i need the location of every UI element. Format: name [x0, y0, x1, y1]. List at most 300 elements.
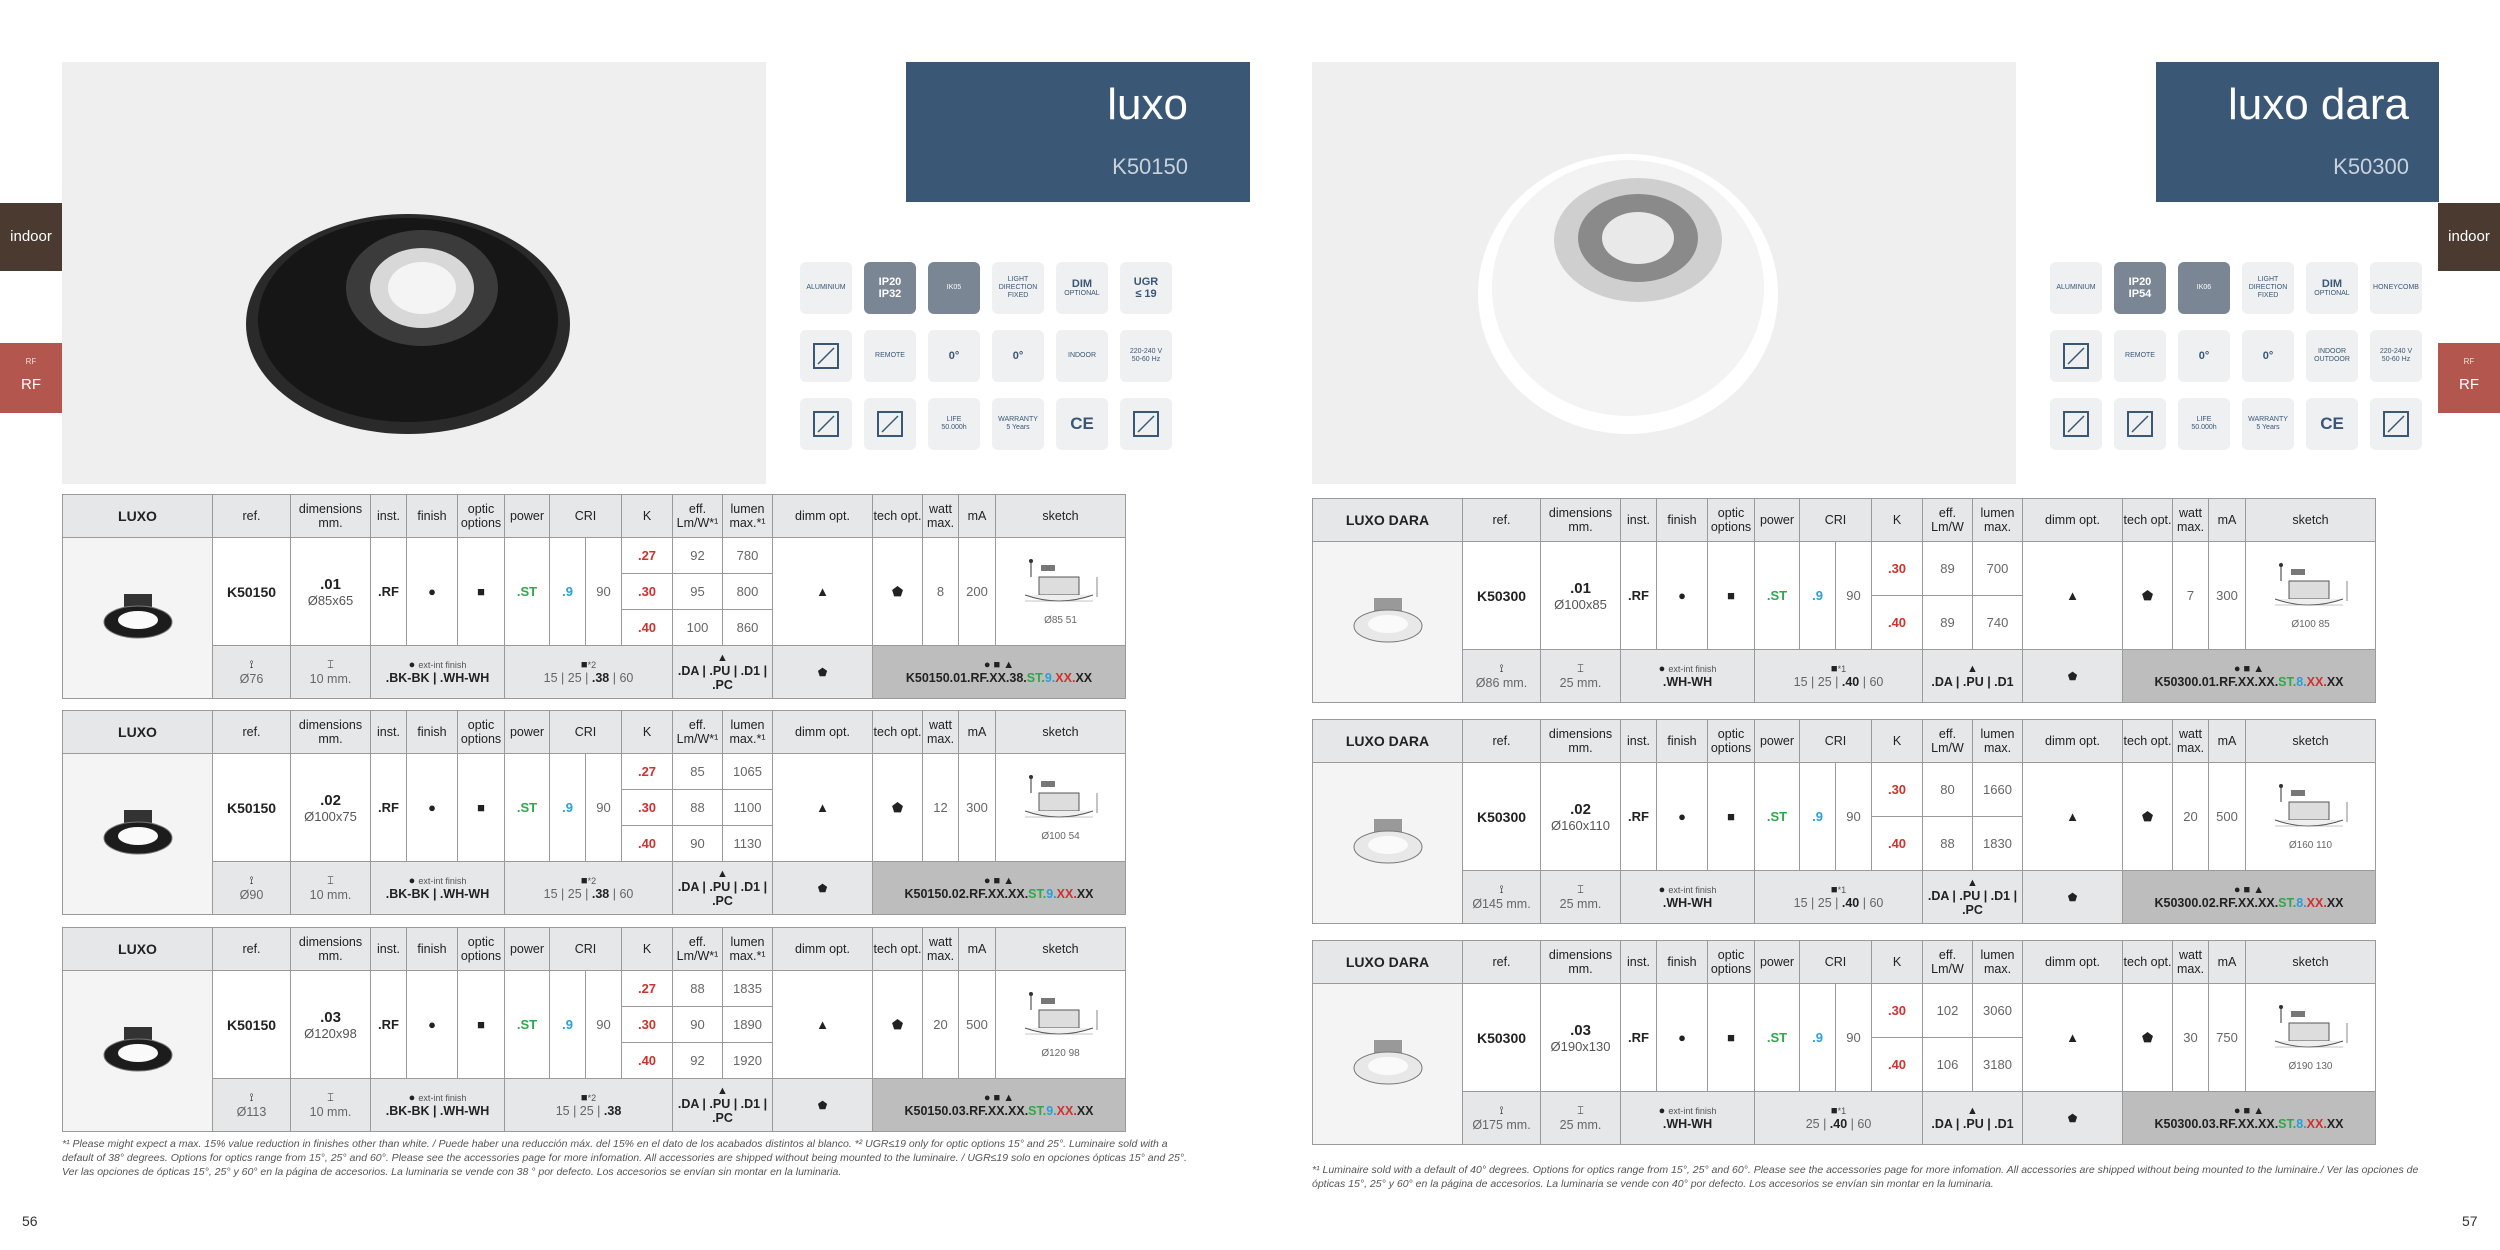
ref-code: K50300	[1463, 763, 1541, 871]
header-power: power	[1755, 941, 1800, 984]
lumen: 700	[1973, 542, 2023, 596]
dimension-value: Ø190x130	[1550, 1038, 1611, 1054]
cut-out-value: Ø145 mm.	[1472, 896, 1531, 911]
finish-options	[1621, 1092, 1755, 1145]
icon-label: WARRANTY	[2248, 416, 2288, 424]
cut-out-value: Ø86 mm.	[1475, 675, 1528, 690]
dimm-triangle-icon: ▲	[1967, 663, 1978, 675]
icon-label: 0°	[948, 349, 960, 362]
product-table	[62, 494, 1126, 699]
optic-square-icon: ■	[580, 659, 588, 671]
kelvin-code: .40	[1872, 596, 1923, 650]
weee-icon	[1120, 398, 1172, 450]
indoor-tab-left[interactable]	[0, 203, 62, 271]
header-watt: watt max.	[2173, 941, 2209, 984]
sketch-height: 54	[1068, 831, 1080, 842]
milliamp: 750	[2209, 984, 2246, 1092]
rf-tab-label: RF	[2459, 376, 2479, 393]
cri-code: .9	[1800, 542, 1836, 650]
kelvin-code: .30	[622, 790, 673, 826]
rotation-icon	[2242, 330, 2294, 382]
header-dimm: dimm opt.	[773, 495, 873, 538]
ce-icon	[2306, 398, 2358, 450]
efficiency: 85	[673, 754, 723, 790]
order-code-cri: 9.	[1044, 671, 1056, 685]
header-cri: CRI	[1800, 499, 1872, 542]
optic-values: 15 | 25 |	[1793, 896, 1839, 910]
optic-options	[505, 862, 673, 915]
left-product-photo	[62, 62, 766, 484]
kelvin-code: .40	[1872, 1038, 1923, 1092]
lumen: 1130	[723, 826, 773, 862]
rf-tab-right[interactable]	[2438, 343, 2500, 413]
order-code-dimm: XX.	[2306, 1117, 2327, 1131]
kelvin-code: .30	[622, 1007, 673, 1043]
header-optic: optic options	[1708, 499, 1755, 542]
header-eff: eff. Lm/W*¹	[673, 495, 723, 538]
optic-end: | 60	[612, 671, 634, 685]
sketch-diameter: Ø190	[2288, 1061, 2313, 1072]
finish-note: ext-int finish	[1668, 885, 1717, 895]
optic-symbol: ■	[458, 754, 505, 862]
header-finish: finish	[407, 928, 458, 971]
tech-pentagon-icon: ⬟	[817, 666, 828, 679]
cri-code: .9	[550, 754, 586, 862]
order-code-base: K50300.02.RF.XX.XX.	[2154, 896, 2279, 910]
header-finish: finish	[1657, 941, 1708, 984]
kelvin-code: .27	[622, 971, 673, 1007]
dimension-code: .03	[1570, 1021, 1591, 1039]
voltage-icon	[1120, 330, 1172, 382]
sketch-drawing	[2246, 542, 2376, 650]
kelvin-code: .40	[622, 610, 673, 646]
kelvin-code: .40	[622, 826, 673, 862]
dimensions	[291, 971, 371, 1079]
header-watt: watt max.	[923, 495, 959, 538]
header-dimensions: dimensions mm.	[1541, 499, 1621, 542]
header-cri: CRI	[550, 495, 622, 538]
header-k: K	[622, 495, 673, 538]
product-table	[1312, 940, 2376, 1145]
finish-note: ext-int finish	[418, 660, 467, 670]
dimensions	[1541, 763, 1621, 871]
icon-label: DIRECTION	[998, 284, 1038, 292]
indoor-tab-right[interactable]	[2438, 203, 2500, 271]
cri-value: 90	[1836, 763, 1872, 871]
order-code-dimm: XX.	[1056, 1104, 1077, 1118]
header-dimensions: dimensions mm.	[1541, 720, 1621, 763]
header-dimm: dimm opt.	[2023, 499, 2123, 542]
finish-options	[1621, 650, 1755, 703]
tech-pentagon-icon: ⬟	[2067, 891, 2078, 904]
right-product-photo	[1312, 62, 2016, 484]
dimm-options	[673, 862, 773, 915]
product-thumbnail	[63, 538, 213, 699]
cut-out	[1463, 1092, 1541, 1145]
tech-pentagon-icon: ⬟	[817, 882, 828, 895]
header-ref: ref.	[1463, 941, 1541, 984]
header-power: power	[505, 928, 550, 971]
icon-label: ≤ 19	[1135, 288, 1157, 300]
dimm-triangle-icon: ▲	[1967, 877, 1978, 889]
optic-end: | 60	[1862, 675, 1884, 689]
sketch-diameter: Ø120	[1041, 1048, 1066, 1059]
watt: 20	[2173, 763, 2209, 871]
square-frame-icon	[2050, 330, 2102, 382]
optic-superscript: *2	[587, 1093, 597, 1103]
installation-code: .RF	[1621, 542, 1657, 650]
order-code-tech: XX	[1076, 887, 1094, 901]
header-cri: CRI	[1800, 941, 1872, 984]
header-optic: optic options	[458, 928, 505, 971]
efficiency: 88	[673, 971, 723, 1007]
efficiency: 88	[673, 790, 723, 826]
efficiency: 90	[673, 826, 723, 862]
sketch-diameter: Ø100	[2291, 619, 2316, 630]
header-finish: finish	[1657, 720, 1708, 763]
cut-out-icon: ⟟	[1499, 662, 1504, 675]
sketch-diameter: Ø160	[2288, 840, 2314, 851]
cri-value: 90	[586, 538, 622, 646]
tech-options	[2023, 650, 2123, 703]
lumen: 1920	[723, 1043, 773, 1079]
finish-dot-icon: ●	[1658, 663, 1669, 675]
header-k: K	[622, 928, 673, 971]
dimensions	[1541, 542, 1621, 650]
cri-value: 90	[586, 754, 622, 862]
optic-symbol: ■	[458, 538, 505, 646]
header-sketch: sketch	[2246, 499, 2376, 542]
dimension-code: .01	[320, 575, 341, 593]
dimension-value: Ø120x98	[304, 1025, 357, 1041]
recess-depth	[1541, 871, 1621, 924]
order-code-power: ST.	[2278, 675, 2297, 689]
left-feature-icons	[800, 262, 1172, 450]
lumen: 740	[1973, 596, 2023, 650]
light-direction-icon	[2242, 262, 2294, 314]
depth-value: 10 mm.	[309, 887, 352, 902]
order-code	[2123, 871, 2376, 924]
honeycomb-icon	[2370, 262, 2422, 314]
right-title-box	[2156, 62, 2439, 202]
cut-out	[213, 862, 291, 915]
order-code	[2123, 1092, 2376, 1145]
order-code-cri: 8.	[2296, 896, 2307, 910]
left-title-box	[906, 62, 1250, 202]
header-ref: ref.	[1463, 720, 1541, 763]
warranty-icon	[2242, 398, 2294, 450]
efficiency: 80	[1923, 763, 1973, 817]
rf-tab-label: RF	[21, 376, 41, 393]
tech-symbol: ⬟	[2123, 542, 2173, 650]
header-ma: mA	[959, 928, 996, 971]
cut-out	[213, 646, 291, 699]
cut-out	[1463, 650, 1541, 703]
optic-square-icon: ■	[1830, 884, 1838, 896]
dimm-codes: .DA | .PU | .D1 | .PC	[677, 1097, 768, 1125]
cri-value: 90	[1836, 542, 1872, 650]
header-ref: ref.	[213, 928, 291, 971]
icon-label: LIFE	[2196, 416, 2212, 424]
header-k: K	[1872, 720, 1923, 763]
finish-dot-icon: ●	[408, 659, 419, 671]
dimension-value: Ø100x75	[304, 808, 357, 824]
milliamp: 200	[959, 538, 996, 646]
header-cri: CRI	[1800, 720, 1872, 763]
order-code-tech: XX	[2326, 675, 2344, 689]
tech-symbol: ⬟	[2123, 763, 2173, 871]
depth-value: 25 mm.	[1559, 896, 1602, 911]
efficiency: 89	[1923, 596, 1973, 650]
optic-options	[1755, 871, 1923, 924]
optic-symbol: ■	[1708, 763, 1755, 871]
product-name: LUXO DARA	[1313, 499, 1463, 542]
luxo-dara-white-downlight-image	[1312, 62, 2016, 484]
depth-value: 25 mm.	[1559, 1117, 1602, 1132]
installation-code: .RF	[371, 754, 407, 862]
optic-values: 15 | 25 |	[1793, 675, 1839, 689]
square-frame-icon	[800, 330, 852, 382]
icon-label: ALUMINIUM	[806, 284, 846, 292]
dimm-triangle-icon: ▲	[717, 868, 728, 880]
header-ma: mA	[2209, 941, 2246, 984]
header-optic: optic options	[458, 495, 505, 538]
cri-code: .9	[550, 538, 586, 646]
header-sketch: sketch	[996, 928, 1126, 971]
lumen: 780	[723, 538, 773, 574]
optic-end: | 60	[612, 887, 634, 901]
watt: 30	[2173, 984, 2209, 1092]
finish-symbol: ●	[1657, 542, 1708, 650]
tech-pentagon-icon: ⬟	[2067, 670, 2078, 683]
optic-selected: .38	[591, 887, 610, 901]
ik-rating-icon	[928, 262, 980, 314]
icon-label: DIM	[2321, 278, 2343, 291]
optic-superscript: *1	[1837, 1106, 1847, 1116]
icon-label: 0°	[2198, 349, 2210, 362]
optic-symbol: ■	[1708, 984, 1755, 1092]
optic-selected: .40	[1829, 1117, 1848, 1131]
depth-icon: ⌶	[1577, 883, 1584, 896]
order-code-base: K50150.01.RF.XX.38.	[905, 671, 1027, 685]
cri-code: .9	[1800, 763, 1836, 871]
icon-label: UGR	[1133, 275, 1159, 288]
kelvin-code: .27	[622, 538, 673, 574]
ref-code: K50150	[213, 971, 291, 1079]
optic-symbol: ■	[458, 971, 505, 1079]
efficiency: 89	[1923, 542, 1973, 596]
dimm-symbol: ▲	[2023, 984, 2123, 1092]
order-code-base: K50150.02.RF.XX.XX.	[904, 887, 1029, 901]
tilt-icon	[2178, 330, 2230, 382]
header-optic: optic options	[458, 711, 505, 754]
product-table	[62, 927, 1126, 1132]
rf-tab-left[interactable]	[0, 343, 62, 413]
header-dimm: dimm opt.	[2023, 720, 2123, 763]
recess-depth	[291, 1079, 371, 1132]
watt: 8	[923, 538, 959, 646]
lumen: 1835	[723, 971, 773, 1007]
optic-square-icon: ■	[580, 1092, 588, 1104]
rf-tab-small: RF	[25, 357, 37, 366]
header-finish: finish	[407, 711, 458, 754]
header-optic: optic options	[1708, 720, 1755, 763]
product-table	[62, 710, 1126, 915]
header-inst: inst.	[1621, 941, 1657, 984]
finish-dot-icon: ●	[1658, 1105, 1669, 1117]
remote-icon	[864, 330, 916, 382]
header-tech: tech opt.	[2123, 941, 2173, 984]
dimensions	[291, 754, 371, 862]
depth-value: 25 mm.	[1559, 675, 1602, 690]
header-watt: watt max.	[2173, 499, 2209, 542]
icon-label: CE	[2320, 413, 2344, 433]
tech-options	[773, 862, 873, 915]
header-dimm: dimm opt.	[2023, 941, 2123, 984]
finish-codes: .BK-BK | .WH-WH	[385, 1104, 490, 1118]
icon-label: ALUMINIUM	[2056, 284, 2096, 292]
milliamp: 500	[959, 971, 996, 1079]
installation-spring-icon	[2050, 398, 2102, 450]
order-code-base: K50300.03.RF.XX.XX.	[2154, 1117, 2279, 1131]
tech-symbol: ⬟	[873, 754, 923, 862]
icon-label: REMOTE	[2125, 352, 2155, 360]
power-code: .ST	[1755, 542, 1800, 650]
product-thumbnail	[1313, 984, 1463, 1145]
dimension-value: Ø85x65	[307, 592, 354, 608]
finish-symbol: ●	[407, 971, 458, 1079]
optic-end: | 60	[1862, 896, 1884, 910]
tech-pentagon-icon: ⬟	[817, 1099, 828, 1112]
header-lumen: lumen max.*¹	[723, 928, 773, 971]
header-lumen: lumen max.	[1973, 720, 2023, 763]
cri-code: .9	[1800, 984, 1836, 1092]
icon-label: IP20	[878, 275, 902, 288]
cut-out	[1463, 871, 1541, 924]
cut-out-value: Ø76	[239, 671, 264, 686]
finish-symbol: ●	[407, 754, 458, 862]
header-cri: CRI	[550, 928, 622, 971]
kelvin-code: .30	[622, 574, 673, 610]
header-eff: eff. Lm/W*¹	[673, 711, 723, 754]
order-code	[2123, 650, 2376, 703]
efficiency: 102	[1923, 984, 1973, 1038]
cut-out-icon: ⟟	[1499, 1104, 1504, 1117]
header-dimensions: dimensions mm.	[1541, 941, 1621, 984]
dimm-symbol: ▲	[773, 538, 873, 646]
order-code-cri: 8.	[2296, 1117, 2307, 1131]
tech-symbol: ⬟	[873, 538, 923, 646]
cut-out-value: Ø113	[236, 1104, 267, 1119]
tech-options	[773, 646, 873, 699]
dimm-codes: .DA | .PU | .D1 | .PC	[1927, 889, 2018, 917]
depth-icon: ⌶	[327, 658, 334, 671]
depth-value: 10 mm.	[309, 1104, 352, 1119]
dimm-options	[673, 646, 773, 699]
finish-note: ext-int finish	[1668, 664, 1717, 674]
order-code	[873, 1079, 1126, 1132]
luxo-black-downlight-image	[62, 62, 766, 484]
kelvin-code: .40	[622, 1043, 673, 1079]
header-k: K	[1872, 941, 1923, 984]
optic-square-icon: ■	[1830, 1105, 1838, 1117]
header-ref: ref.	[1463, 499, 1541, 542]
sketch-height: 51	[1065, 615, 1077, 626]
product-thumbnail	[63, 754, 213, 915]
finish-note: ext-int finish	[418, 1093, 467, 1103]
dim-icon	[1056, 262, 1108, 314]
header-watt: watt max.	[923, 711, 959, 754]
header-inst: inst.	[371, 495, 407, 538]
header-watt: watt max.	[2173, 720, 2209, 763]
order-code-power: ST.	[1028, 1104, 1047, 1118]
order-code-symbols: ● ■ ▲	[2233, 1105, 2265, 1117]
sketch-height: 130	[2315, 1061, 2333, 1072]
lumen: 860	[723, 610, 773, 646]
finish-codes: .BK-BK | .WH-WH	[385, 671, 490, 685]
ref-code: K50300	[1463, 542, 1541, 650]
order-code-power: ST.	[1028, 887, 1047, 901]
icon-label: CE	[1070, 413, 1094, 433]
icon-label: DIM	[1071, 278, 1093, 291]
header-tech: tech opt.	[873, 711, 923, 754]
icon-label: IP32	[878, 288, 902, 300]
ik-rating-icon	[2178, 262, 2230, 314]
dimm-options	[1923, 871, 2023, 924]
installation-clips-icon	[2114, 398, 2166, 450]
efficiency: 92	[673, 1043, 723, 1079]
icon-label: 220-240 V	[2379, 348, 2413, 356]
cut-out-icon: ⟟	[249, 874, 254, 887]
installation-spring-icon	[800, 398, 852, 450]
lumen: 3060	[1973, 984, 2023, 1038]
ref-code: K50150	[213, 754, 291, 862]
product-title: luxo dara	[2227, 80, 2409, 129]
order-code-tech: XX	[2326, 896, 2344, 910]
product-name: LUXO DARA	[1313, 941, 1463, 984]
life-icon	[2178, 398, 2230, 450]
cut-out-icon: ⟟	[249, 1091, 254, 1104]
dimm-symbol: ▲	[773, 971, 873, 1079]
order-code-symbols: ● ■ ▲	[983, 659, 1015, 671]
header-tech: tech opt.	[2123, 499, 2173, 542]
watt: 12	[923, 754, 959, 862]
kelvin-code: .27	[622, 754, 673, 790]
efficiency: 106	[1923, 1038, 1973, 1092]
header-k: K	[1872, 499, 1923, 542]
indoor-outdoor-icon	[2306, 330, 2358, 382]
left-footnote: *¹ Please might expect a max. 15% value reduction in finishes other than white. / Puede haber una reducción máx. del 15% en el dato de los acabados distintos al blanco. *² UGR≤19 only for optic options 15° and 25°. Luminaire sold with a default of 38° degrees. Options for optics range from 15°, 25° and 60°. Please see the accessories page for more infomation. All accessories are shipped without being mounted to the luminaire. / UGR≤19 solo en opciones ópticas 15° and 25°. Ver las opciones de ópticas 15°, 25° y 60° en la página de accesorios. La luminaria se vende con 38 ° por defecto. Los accesorios se envían sin montar en la luminaria.	[62, 1138, 1187, 1179]
icon-label: HONEYCOMB	[2373, 284, 2419, 292]
icon-label: FIXED	[2257, 291, 2279, 299]
optic-square-icon: ■	[580, 875, 588, 887]
icon-label: 50.000h	[941, 424, 967, 431]
efficiency: 100	[673, 610, 723, 646]
header-ma: mA	[959, 495, 996, 538]
header-eff: eff. Lm/W	[1923, 499, 1973, 542]
ip-rating-icon	[864, 262, 916, 314]
icon-label: 0°	[1012, 349, 1024, 362]
depth-icon: ⌶	[327, 874, 334, 887]
icon-label: REMOTE	[875, 352, 905, 360]
header-inst: inst.	[1621, 720, 1657, 763]
aluminium-icon	[2050, 262, 2102, 314]
icon-label: OPTIONAL	[1064, 290, 1100, 298]
tech-symbol: ⬟	[873, 971, 923, 1079]
dimm-codes: .DA | .PU | .D1 | .PC	[677, 880, 768, 908]
icon-label: IK06	[2196, 284, 2212, 292]
finish-dot-icon: ●	[1658, 884, 1669, 896]
